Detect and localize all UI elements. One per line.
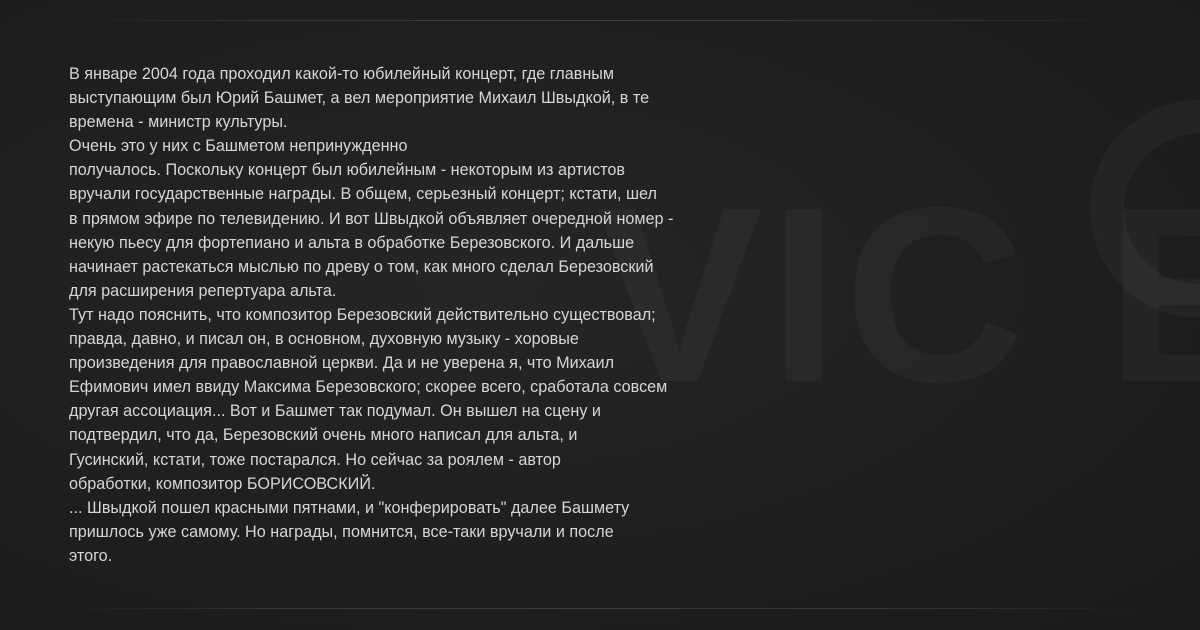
story-line: в прямом эфире по телевидению. И вот Швыдкой объявляет очередной номер - [69, 209, 674, 228]
story-line: начинает растекаться мыслью по древу о том, как много сделал Березовский [69, 257, 654, 276]
story-line: получалось. Поскольку концерт был юбилейным - некоторым из артистов [69, 161, 626, 180]
story-line: ... Швыдкой пошел красными пятнами, и "конферировать" далее Башмету [69, 498, 630, 517]
story-line: другая ассоциация... Вот и Башмет так подумал. Он вышел на сцену и [69, 402, 601, 421]
story-line: Очень это у них с Башметом непринужденно [69, 137, 408, 156]
story-line: Тут надо пояснить, что композитор Березовский действительно существовал; [69, 305, 656, 324]
story-line: для расширения репертуара альта. [69, 281, 337, 300]
story-line: В январе 2004 года проходил какой-то юбилейный концерт, где главным [69, 65, 615, 83]
story-line: Гусинский, кстати, тоже постарался. Но сейчас за роялем - автор [69, 450, 561, 469]
bottom-divider [60, 608, 1140, 609]
story-line: некую пьесу для фортепиано и альта в обработке Березовского. И дальше [69, 233, 635, 252]
story-line: правда, давно, и писал он, в основном, духовную музыку - хоровые [69, 330, 579, 349]
story-line: произведения для православной церкви. Да и не уверена я, что Михаил [69, 354, 615, 373]
story-text [69, 62, 769, 568]
story-line: обработки, композитор БОРИСОВСКИЙ. [69, 474, 376, 493]
story-line: Ефимович имел ввиду Максима Березовского; скорее всего, сработала совсем [69, 378, 668, 397]
story-line: этого. [69, 546, 113, 565]
story-line: выступающим был Юрий Башмет, а вел мероприятие Михаил Швыдкой, в те [69, 89, 650, 108]
story-line: вручали государственные награды. В общем, серьезный концерт; кстати, шел [69, 185, 657, 204]
story-line: пришлось уже самому. Но награды, помнится, все-таки вручали и после [69, 522, 614, 541]
story-line: времена - министр культуры. [69, 113, 288, 132]
top-divider [60, 20, 1140, 21]
story-line: подтвердил, что да, Березовский очень много написал для альта, и [69, 426, 578, 445]
